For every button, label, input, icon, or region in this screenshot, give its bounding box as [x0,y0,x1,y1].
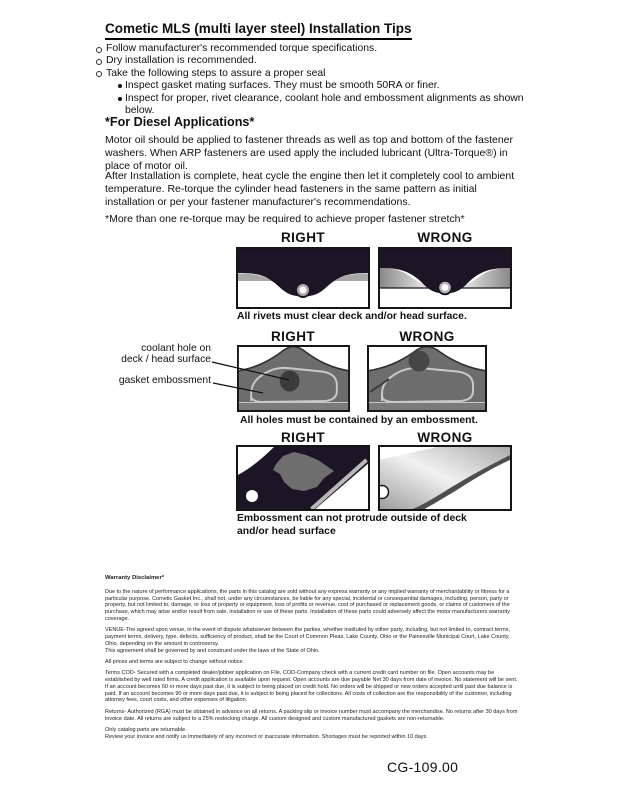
diagram-embossment-wrong [367,345,487,412]
bullet-dot-icon [118,84,122,88]
diagram-caption-3: Embossment can not protrude outside of deck and/or head surface [237,513,467,537]
tip-item [96,43,536,55]
diagram-rivet-wrong [378,247,512,309]
wrong-label: WRONG [417,230,473,245]
tip-item [96,55,536,67]
retorque-note: *More than one re-torque may be required to achieve proper fastener stretch* [105,213,465,225]
diesel-heading: *For Diesel Applications* [105,115,255,129]
bullet-circle-icon [96,71,102,77]
legal-paragraph: All prices and terms are subject to change without notice. [105,658,245,665]
diagram-caption-1: All rivets must clear deck and/or head surface. [237,311,467,322]
legal-paragraph: Terms COD- Secured with a completed dealer/jobber application on File, COD-Company check with a current credit card number on file. Open accounts may be established by well rated firms. A credit application is available upon request. Open accounts are due payable Net 30 days from date of invoice. No statement will be sent. If an account becomes 60 or more days past due, it is subject to being placed on credit hold. No orders will be shipped or new orders accepted until past due balance is paid. If an account becomes 90 or more days past due, it is subject to being placed for collections. All costs of collection are the responsibility of the customer, including attorney fees, court costs, and other expenses of litigation. [105,670,518,704]
tip-sub-item [96,93,536,118]
page-title: Cometic MLS (multi layer steel) Installation Tips [105,21,412,40]
legal-paragraph: Only catalog parts are returnable. [105,726,187,733]
legal-paragraph: Review your invoice and notify us immediately of any incorrect or inaccurate information. Shortages must be reported within 10 days. [105,733,428,740]
right-label: RIGHT [281,430,325,445]
gasket-embossment-annotation: gasket embossment [118,375,211,386]
bullet-circle-icon [96,59,102,65]
diagram-protrusion-right [236,445,370,511]
tip-text: Dry installation is recommended. [106,55,257,67]
tip-text: Follow manufacturer's recommended torque specifications. [106,43,378,54]
wrong-label: WRONG [399,329,455,344]
document-code: CG-109.00 [387,759,459,775]
diesel-paragraph-1: Motor oil should be applied to fastener threads as well as top and bottom of the fastener washers. When ARP fasteners are used apply the included lubricant (Ultra-Torque®) in place of motor oil. [105,134,513,172]
annotation-pointer-lines [205,352,305,400]
coolant-hole-annotation: coolant hole on deck / head surface [121,343,211,366]
installation-tips-list [96,43,536,117]
right-label: RIGHT [271,329,315,344]
tip-sub-item [96,80,536,92]
bullet-circle-icon [96,47,102,53]
tip-item [96,68,536,80]
tip-text: Inspect gasket mating surfaces. They must be smooth 50RA or finer. [125,80,440,92]
legal-paragraph: This agreement shall be governed by and construed under the laws of the State of Ohio. [105,647,320,654]
legal-paragraph: Due to the nature of performance applications, the parts in this catalog are sold without any express warranty or any implied warranty of merchantability or fitness for a particular purpose. Cometic Gasket Inc., shall not, under any circumstances, be liable for any special, incidental or consequential damages, including, person, party or property, but not limited to, damage, or loss of property or equipment, loss of profits or revenue, cost of purchased or replacement goods, or claims of customers of the purchase, which may arise and/or result from sale, installation or use of these parts. Installation of these parts could adversely affect the motor manufacturers warranty coverage. [105,588,510,622]
legal-paragraph: VENUE-The agreed upon venue, in the event of dispute whatsoever between the parties, whether instituted by either party, including, but not limited to, contract terms, payment terms, delivery, type, defects, sufficiency of product, shall be the Court of Common Pleas, Lake County, Ohio or the Painesville Municipal Court, Lake County, Ohio, depending on the amount in controversy. [105,627,510,647]
right-label: RIGHT [281,230,325,245]
diesel-paragraph-2: After Installation is complete, heat cycle the engine then let it completely cool to ambient temperature. Re-torque the cylinder head fasteners in the same pattern as initial installation or per your fastener manufacturer's recommendations. [105,170,515,208]
diagram-rivet-right [236,247,370,309]
legal-heading: Warranty Disclaimer* [105,575,165,581]
diagram-protrusion-wrong [378,445,512,511]
wrong-label: WRONG [417,430,473,445]
tip-text: Inspect for proper, rivet clearance, coolant hole and embossment alignments as shown below. [125,92,524,117]
bullet-dot-icon [118,97,122,101]
warranty-disclaimer [105,575,519,745]
tip-text: Take the following steps to assure a proper seal [106,67,326,79]
diagram-caption-2: All holes must be contained by an embossment. [240,415,478,426]
legal-paragraph: Returns- Authorized (RGA) must be obtained in advance on all returns. A packing slip or invoice number must accompany the merchandise. No returns after 30 days from invoice date. All returns are subject to a 25% restocking charge. All custom designed and custom manufactured gaskets are non-returnable. [105,708,518,722]
